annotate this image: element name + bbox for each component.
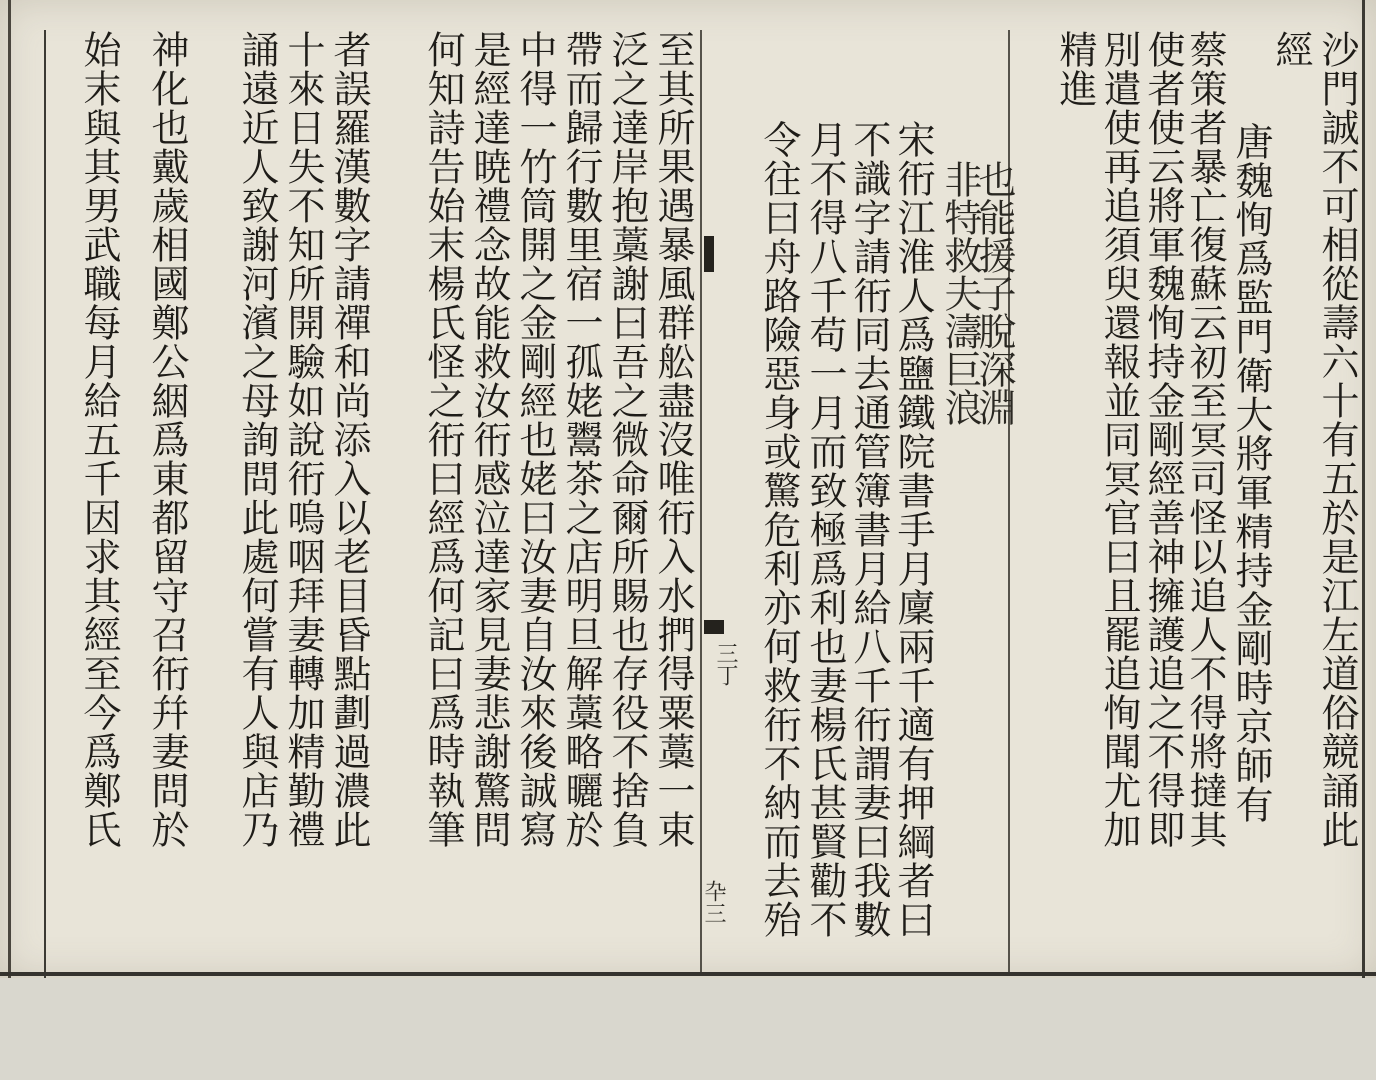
page-border-left: [8, 0, 11, 978]
text-column: 誦遠近人致謝河濱之母詢問此處何嘗有人與店乃: [235, 30, 279, 849]
text-column: 精進: [1053, 30, 1097, 108]
text-column: 神化也戴歲相國鄭公絪爲東都留守召衎幷妻問於: [145, 30, 189, 849]
text-column: 蔡策者暴亡復蘇云初至冥司怪以追人不得將撻其: [1183, 30, 1227, 849]
text-column: 不識字請衎同去通管簿書月給八千衎謂妻曰我數: [847, 120, 891, 939]
text-column: 經: [1269, 30, 1313, 69]
folio-number: 卆三: [701, 880, 726, 924]
text-column: 使者使云將軍魏恂持金剛經善神擁護追之不得即: [1141, 30, 1185, 849]
text-column: 宋衎江淮人爲鹽鐵院書手月廩兩千適有押綱者曰: [891, 120, 935, 939]
text-column: 者誤羅漢數字請禪和尚添入以老目昏點劃過濃此: [327, 30, 371, 849]
margin-marker: 三丁: [713, 642, 738, 686]
text-column: 帶而歸行數里宿一孤姥鬻茶之店明旦解藁略曬於: [559, 30, 603, 849]
text-column: 月不得八千苟一月而致極爲利也妻楊氏甚賢勸不: [803, 120, 847, 939]
text-column: 是經達暁禮念故能救汝衎感泣達家見妻悲謝驚問: [467, 30, 511, 849]
text-column: 至其所果遇暴風群舩盡沒唯衎入水捫得粟藁一束: [651, 30, 695, 849]
annotation-verse: 也能援子脫深淵: [972, 160, 1016, 426]
text-column: 始末與其男武職每月給五千因求其經至今爲鄭氏: [77, 30, 121, 849]
scan-background: [0, 978, 1376, 1080]
page-border-right: [1362, 0, 1365, 978]
annotation-verse: 非特救夫濤巨浪: [938, 160, 982, 426]
text-column: 十來日失不知所開驗如說衎嗚咽拜妻轉加精勤禮: [281, 30, 325, 849]
text-column: 泛之達岸抱藁謝曰吾之微命爾所賜也存役不捨負: [605, 30, 649, 849]
column-rule: [700, 30, 702, 972]
text-column: 唐魏恂爲監門衛大將軍精持金剛時京師有: [1229, 122, 1273, 824]
text-column: 何知詩告始末楊氏怪之衎曰經爲何記曰爲時執筆: [421, 30, 465, 849]
ink-block-mark: [704, 620, 724, 634]
ink-block-mark: [704, 236, 714, 272]
text-column: 中得一竹筒開之金剛經也姥曰汝妻自汝來後誠寫: [513, 30, 557, 849]
text-column: 令往曰舟路險惡身或驚危利亦何救衎不納而去殆: [757, 120, 801, 939]
text-column: 別遣使再追須臾還報並同冥官曰且罷追恂聞尤加: [1097, 30, 1141, 849]
page-border-inner: [44, 30, 46, 978]
text-column: 沙門誠不可相從壽六十有五於是江左道俗競誦此: [1315, 30, 1359, 849]
page-border-bottom: [0, 972, 1376, 976]
